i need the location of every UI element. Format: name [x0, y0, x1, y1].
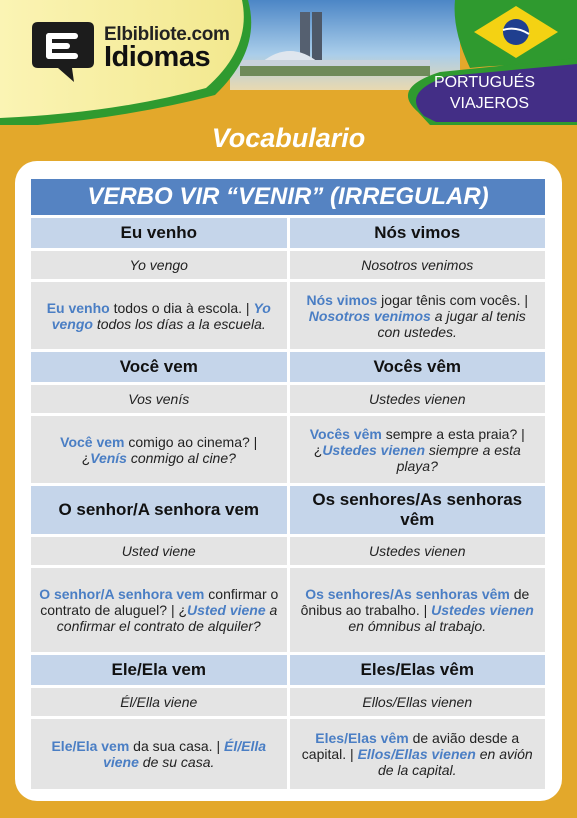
table-row: [31, 655, 545, 685]
conjugation-heading: Eles/Elas vêm: [290, 655, 546, 685]
table-row: [31, 416, 545, 483]
table-row: [31, 352, 545, 382]
translation: Él/Ella viene: [31, 688, 287, 716]
badge-language: PORTUGUÉS: [433, 74, 535, 91]
table-row: [31, 719, 545, 789]
header-banner: [0, 0, 577, 125]
table-row: [31, 218, 545, 248]
chat-logo-icon: [26, 20, 96, 80]
table-row: [31, 251, 545, 279]
table-row: [31, 486, 545, 534]
translation: Nosotros venimos: [290, 251, 546, 279]
table-title: VERBO VIR “VENIR” (IRREGULAR): [31, 179, 545, 215]
table-row: [31, 688, 545, 716]
table-row: [31, 282, 545, 349]
table-row: [31, 385, 545, 413]
example-sentence: Eu venho todos o dia à escola. | Yo vengo todos los días a la escuela.: [31, 282, 287, 349]
conjugation-heading: Ele/Ela vem: [31, 655, 287, 685]
brand-site: Elbibliote.com: [104, 24, 230, 45]
translation: Ustedes vienen: [290, 537, 546, 565]
translation: Yo vengo: [31, 251, 287, 279]
conjugation-heading: Eu venho: [31, 218, 287, 248]
vocabulary-table: [31, 179, 545, 792]
example-sentence: Ele/Ela vem da sua casa. | Él/Ella viene de su casa.: [31, 719, 287, 789]
translation: Vos venís: [31, 385, 287, 413]
brand-name: Idiomas: [104, 41, 211, 73]
example-sentence: Nós vimos jogar tênis com vocês. | Nosotros venimos a jugar al tenis con ustedes.: [290, 282, 546, 349]
translation: Usted viene: [31, 537, 287, 565]
conjugation-heading: Vocês vêm: [290, 352, 546, 382]
conjugation-heading: Você vem: [31, 352, 287, 382]
page-title: Vocabulario: [211, 123, 366, 153]
table-row: [31, 537, 545, 565]
table-row: [31, 568, 545, 652]
example-sentence: Os senhores/As senhoras vêm de ônibus ao trabalho. | Ustedes vienen en ómnibus al trabajo.: [290, 568, 546, 652]
translation: Ustedes vienen: [290, 385, 546, 413]
example-sentence: O senhor/A senhora vem confirmar o contrato de aluguel? | ¿Usted viene a confirmar el contrato de alquiler?: [31, 568, 287, 652]
badge-topic: VIAJEROS: [449, 95, 529, 112]
example-sentence: Eles/Elas vêm de avião desde a capital. | Ellos/Ellas vienen en avión de la capital.: [290, 719, 546, 789]
conjugation-heading: Os senhores/As senhoras vêm: [290, 486, 546, 534]
conjugation-heading: O senhor/A senhora vem: [31, 486, 287, 534]
example-sentence: Você vem comigo ao cinema? | ¿Venís conmigo al cine?: [31, 416, 287, 483]
conjugation-heading: Nós vimos: [290, 218, 546, 248]
translation: Ellos/Ellas vienen: [290, 688, 546, 716]
example-sentence: Vocês vêm sempre a esta praia? | ¿Ustedes vienen siempre a esta playa?: [290, 416, 546, 483]
